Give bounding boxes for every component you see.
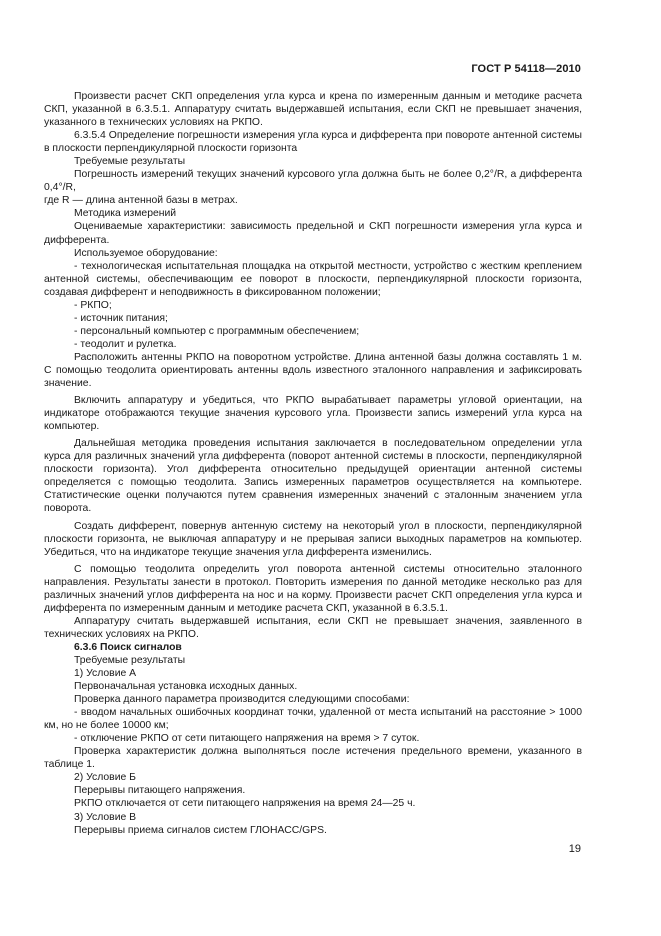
condition-heading: 3) Условие В [74,811,137,823]
paragraph: Проверка характеристик должна выполняться после истечения предельного времени, указанного в таблице 1. [44,746,582,771]
list-item: - технологическая испытательная площадка на открытой местности, устройство с жестким креплением антенной системы, обеспечивающим ее поворот в плоскости, перпендикулярной плоскости горизонта, создавая дифферент и неподвижность в фиксированном положении; [44,260,582,298]
section-heading-6-3-5-4: 6.3.5.4 Определение погрешности измерения угла курса и дифферента при повороте антенной системы в плоскости перпендикулярной плоскости горизонта [44,130,582,155]
paragraph: Первоначальная установка исходных данных. [74,681,298,693]
section-heading-6-3-6 [44,641,582,654]
section-heading-text: 6.3.6 Поиск сигналов [74,641,182,653]
paragraph: Проверка данного параметра производится следующими способами: [74,694,410,706]
paragraph: Погрешность измерений текущих значений курсового угла должна быть не более 0,2°/R, а дифферента 0,4°/R, [44,169,582,194]
paragraph: Перерывы приема сигналов систем ГЛОНАСС/GPS. [74,824,327,836]
paragraph: Произвести расчет СКП определения угла курса и крена по измеренным данным и методике расчета СКП, указанной в 6.3.5.1. Аппаратуру считать выдержавшей испытания, если СКП не превышает значения, указанного в технических условиях на РКПО. [44,91,582,129]
list-item: - вводом начальных ошибочных координат точки, удаленной от места испытаний на расстояние > 1000 км, но не более 10000 км; [44,707,582,732]
list-item: - теодолит и рулетка. [74,338,177,350]
condition-heading: 2) Условие Б [74,772,136,784]
subheading-required-results: Требуемые результаты [74,654,186,666]
paragraph: Дальнейшая методика проведения испытания заключается в последовательном определении угла курса для различных значений угла дифферента (поворот антенной системы в плоскости, перпендикулярной плоскости горизонта). Угол дифферента относительно предыдущей ориентации антенной системы определяется с помощью теодолита. Запись измеренных параметров осуществляется на компьютере. Статистические оценки получаются путем сравнения измеренных значений с эталонным значением угла поворота. [44,438,582,515]
subheading-method: Методика измерений [74,208,177,220]
list-item: - РКПО; [74,299,112,311]
paragraph: Перерывы питающего напряжения. [74,785,246,797]
paragraph: РКПО отключается от сети питающего напряжения на время 24—25 ч. [74,798,416,810]
page-number: 19 [568,843,581,855]
paragraph: Включить аппаратуру и убедиться, что РКПО вырабатывает параметры угловой ориентации, на индикаторе отображаются текущие значения курсового угла. Произвести запись измерений угла курса на компьютер. [44,395,582,433]
list-item: - отключение РКПО от сети питающего напряжения на время > 7 суток. [74,733,420,745]
paragraph: Оцениваемые характеристики: зависимость предельной и СКП погрешности измерения угла курса и дифферента. [44,221,582,246]
paragraph: Создать дифферент, повернув антенную систему на некоторый угол в плоскости, перпендикулярной плоскости горизонта, не выключая аппаратуру и не прерывая записи выходных параметров на компьютер. Убедиться, что на индикаторе текущие значения угла дифферента изменились. [44,520,582,558]
paragraph: Расположить антенны РКПО на поворотном устройстве. Длина антенной базы должна составлять 1 м. С помощью теодолита ориентировать антенны вдоль известного эталонного направления и зафиксировать значение. [44,351,582,390]
document-header: ГОСТ Р 54118—2010 [471,63,581,75]
list-item: - персональный компьютер с программным обеспечением; [74,325,360,337]
paragraph: С помощью теодолита определить угол поворота антенной системы относительно эталонного направления. Результаты занести в протокол. Повторить измерения по данной методике несколько раз для различных значений углов дифферента на нос и на корму. Произвести расчет СКП определения угла курса и дифферента по измеренным данным и методике расчета СКП, указанной в 6.3.5.1. [44,563,582,614]
list-item: - источник питания; [74,312,168,324]
document-body [44,90,582,837]
paragraph: где R — длина антенной базы в метрах. [44,195,238,207]
paragraph: Используемое оборудование: [74,247,218,259]
paragraph: Аппаратуру считать выдержавшей испытания, если СКП не превышает значения, заявленного в технических условиях на РКПО. [44,615,582,640]
subheading-required-results: Требуемые результаты [74,156,186,168]
condition-heading: 1) Условие А [74,668,137,680]
